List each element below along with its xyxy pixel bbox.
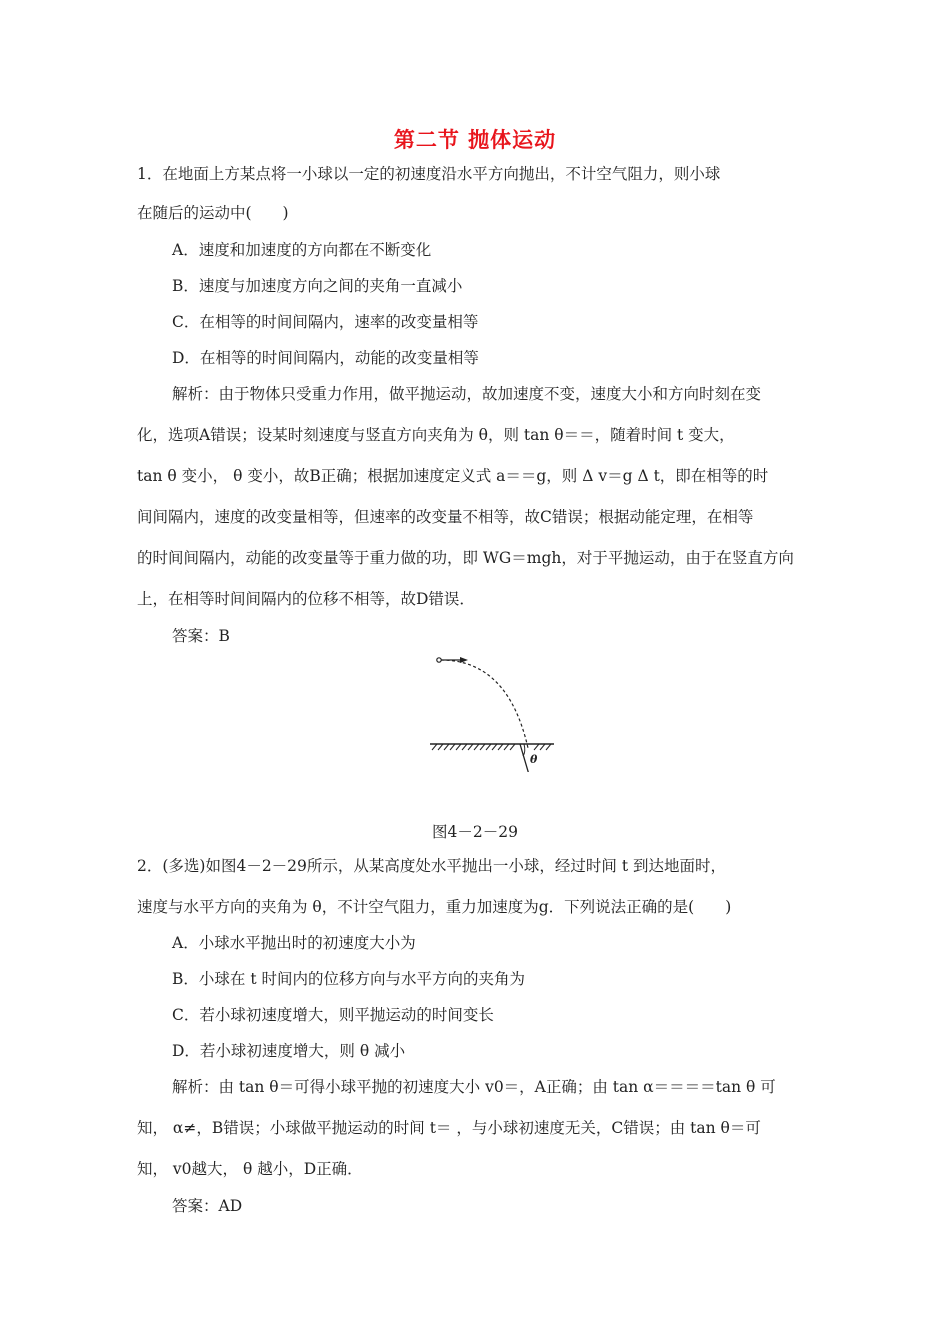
q1-analysis-line4: 间间隔内，速度的改变量相等，但速率的改变量不相等，故C错误；根据动能定理，在相等 [137,508,754,526]
q2-option-c: C．若小球初速度增大，则平抛运动的时间变长 [172,1006,494,1024]
q1-option-b: B．速度与加速度方向之间的夹角一直减小 [172,277,463,295]
q1-analysis-line2: 化，选项A错误；设某时刻速度与竖直方向夹角为 θ，则 tan θ＝＝，随着时间 t 变大， [137,426,735,444]
projectile-figure [420,652,570,772]
figure-caption: 图4－2－29 [432,823,518,841]
q1-analysis-line5: 的时间间隔内，动能的改变量等于重力做的功，即 WG＝mgh，对于平抛运动，由于在竖直方向 [137,549,794,567]
ground-hatching [432,744,551,750]
q2-analysis-line2: 知， α≠，B错误；小球做平抛运动的时间 t＝ ，与小球初速度无关，C错误；由 tan θ＝可 [137,1119,761,1137]
q1-option-a: A．速度和加速度的方向都在不断变化 [172,241,432,259]
q1-answer: 答案：B [172,627,230,645]
initial-velocity-arrowhead [460,657,468,663]
q1-option-d: D．在相等的时间间隔内，动能的改变量相等 [172,349,479,367]
q2-option-b: B．小球在 t 时间内的位移方向与水平方向的夹角为 [172,970,525,988]
q2-answer: 答案：AD [172,1197,243,1215]
q2-analysis-line3: 知， v0越大， θ 越小，D正确． [137,1160,363,1178]
page-title: 第二节 抛体运动 [393,127,557,152]
q1-stem-line2: 在随后的运动中( ) [137,204,289,222]
q2-option-d: D．若小球初速度增大，则 θ 减小 [172,1042,406,1060]
q1-option-c: C．在相等的时间间隔内，速率的改变量相等 [172,313,479,331]
q2-stem-line2: 速度与水平方向的夹角为 θ，不计空气阻力，重力加速度为g．下列说法正确的是( ) [137,898,732,916]
q2-option-a: A．小球水平抛出时的初速度大小为 [172,934,416,952]
q2-analysis-line1: 解析：由 tan θ＝可得小球平抛的初速度大小 v0＝，A正确；由 tan α＝＝＝＝tan θ 可 [172,1078,776,1096]
q1-analysis-line3: tan θ 变小， θ 变小，故B正确；根据加速度定义式 a＝＝g，则 Δ v＝g Δ t，即在相等的时 [137,467,769,485]
q2-stem-line1: 2．(多选)如图4－2－29所示，从某高度处水平抛出一小球，经过时间 t 到达地面时， [137,857,726,875]
q1-analysis-line6: 上，在相等时间间隔内的位移不相等，故D错误． [137,590,475,608]
q1-analysis-line1: 解析：由于物体只受重力作用，做平抛运动，故加速度不变，速度大小和方向时刻在变 [172,385,762,403]
launch-point [437,658,441,662]
q1-stem-line1: 1．在地面上方某点将一小球以一定的初速度沿水平方向抛出，不计空气阻力，则小球 [137,165,721,183]
angle-label: θ [530,753,538,766]
trajectory-curve [441,660,528,748]
